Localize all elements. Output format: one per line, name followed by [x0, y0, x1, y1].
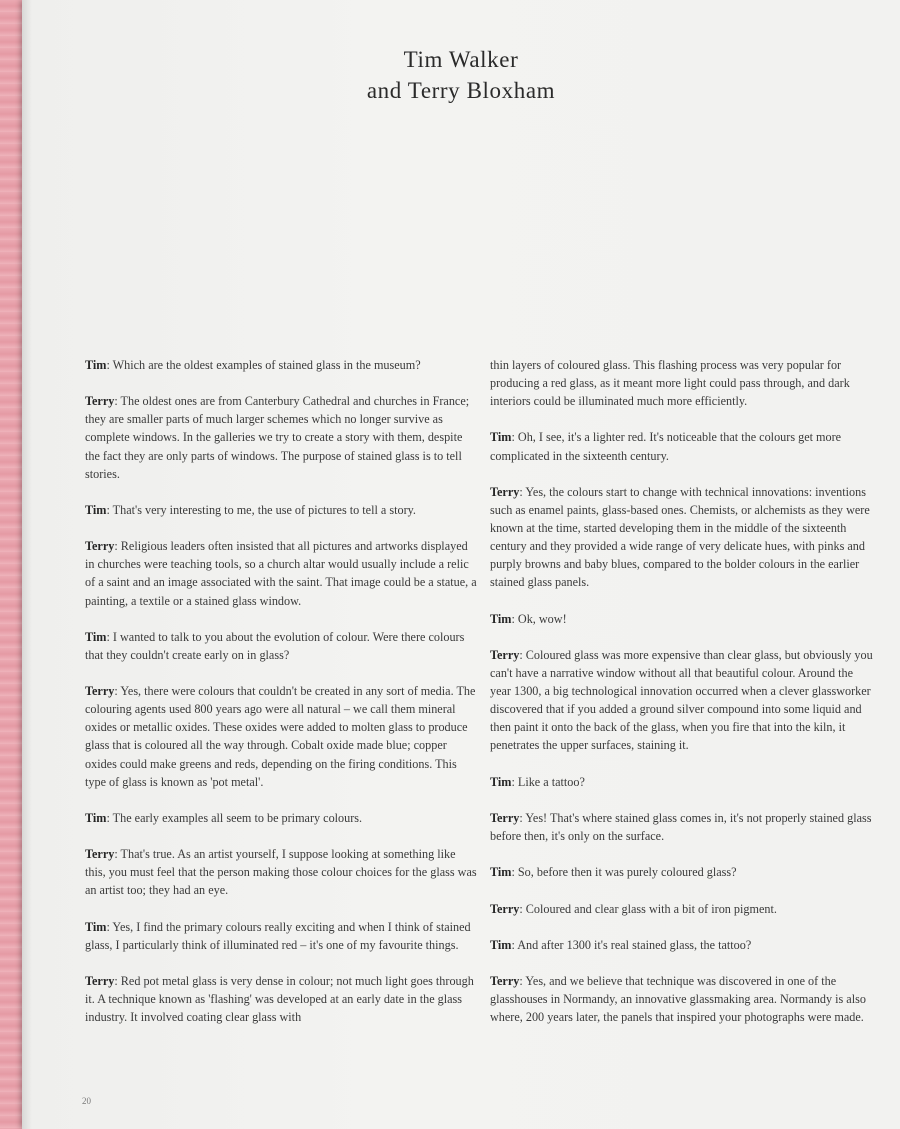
- paragraph: [85, 845, 477, 899]
- speaker-name: Tim: [85, 358, 107, 372]
- speaker-name: Tim: [490, 865, 512, 880]
- paragraph: [85, 392, 477, 482]
- left-column: [85, 356, 477, 1045]
- dialogue-text: : Like a tattoo?: [511, 774, 585, 789]
- dialogue-text: : Yes, and we believe that technique was discovered in one of the glasshouses in Normandy, an innovative glassmaking area. Normandy is also where, 200 years later, the panels that inspired your photographs were made.: [490, 974, 866, 1025]
- paragraph: [85, 972, 477, 1026]
- dialogue-text: : Which are the oldest examples of stained glass in the museum?: [106, 358, 421, 372]
- dialogue-text: : And after 1300 it's real stained glass, the tattoo?: [511, 937, 752, 952]
- speaker-name: Terry: [490, 810, 520, 825]
- paragraph: [490, 428, 876, 464]
- paragraph: [85, 501, 477, 519]
- dialogue-text: : The early examples all seem to be primary colours.: [106, 810, 363, 825]
- paragraph: [85, 809, 477, 827]
- speaker-name: Tim: [85, 919, 107, 934]
- title-line-1: Tim Walker: [403, 47, 519, 72]
- speaker-name: Terry: [490, 974, 520, 989]
- speaker-name: Terry: [490, 647, 520, 662]
- right-column: [490, 356, 876, 1045]
- speaker-name: Terry: [85, 539, 115, 554]
- dialogue-text: : Coloured and clear glass with a bit of iron pigment.: [519, 901, 777, 916]
- speaker-name: Terry: [85, 847, 115, 862]
- paragraph: [85, 682, 477, 791]
- paragraph: [490, 610, 876, 628]
- title-line-2: and Terry Bloxham: [366, 78, 556, 103]
- dialogue-text: : That's very interesting to me, the use of pictures to tell a story.: [106, 502, 416, 517]
- speaker-name: Tim: [490, 611, 512, 626]
- paragraph: [490, 773, 876, 791]
- paragraph: [490, 483, 876, 592]
- paragraph: [490, 863, 876, 881]
- dialogue-text: : Yes, the colours start to change with technical innovations: inventions such as enamel paints, glass-based ones. Chemists, or alchemists as they were known at the time, started developing them in the middle of the sixteenth century and they provided a wide range of very delicate hues, with pinks and purply browns and baby blues, compared to the bolder colours in the earlier stained glass panels.: [490, 484, 870, 590]
- speaker-name: Terry: [490, 901, 520, 916]
- dialogue-text: : That's true. As an artist yourself, I suppose looking at something like this, you must feel that the person making those colour choices for the glass was an artist too; they had an eye.: [85, 847, 477, 898]
- speaker-name: Tim: [490, 937, 512, 952]
- page-number: 20: [82, 1096, 91, 1106]
- dialogue-text: : The oldest ones are from Canterbury Cathedral and churches in France; they are smaller parts of much larger schemes which no longer survive as complete windows. In the galleries we try to create a story with them, despite the fact they are only parts of windows. The purpose of stained glass is to tell stories.: [85, 394, 470, 481]
- paragraph: [490, 936, 876, 954]
- paragraph: [85, 918, 477, 954]
- dialogue-text: : So, before then it was purely coloured glass?: [511, 865, 737, 880]
- dialogue-text: : Yes, there were colours that couldn't be created in any sort of media. The colouring agents used 800 years ago were all natural – we call them mineral oxides or metallic oxides. These oxides were added to molten glass to produce glass that is coloured all the way through. Cobalt oxide made blue; copper oxides could make greens and reds, depending on the firing conditions. This type of glass is known as 'pot metal'.: [85, 684, 476, 789]
- speaker-name: Tim: [85, 629, 107, 644]
- speaker-name: Tim: [490, 774, 512, 789]
- speaker-name: Tim: [490, 430, 512, 445]
- dialogue-text: : Yes, I find the primary colours really exciting and when I think of stained glass, I particularly think of illuminated red – it's one of my favourite things.: [85, 919, 471, 952]
- dialogue-text: : Oh, I see, it's a lighter red. It's noticeable that the colours get more complicated in the sixteenth century.: [490, 430, 842, 463]
- paragraph: [490, 809, 876, 845]
- speaker-name: Terry: [490, 484, 520, 499]
- speaker-name: Terry: [85, 394, 115, 409]
- dialogue-text: : Religious leaders often insisted that all pictures and artworks displayed in churches were teaching tools, so a church altar would usually include a relic of a saint and an image associated with the saint. That image could be a statue, a painting, a textile or a stained glass window.: [85, 539, 477, 608]
- paragraph: [490, 646, 876, 755]
- paragraph: [490, 972, 876, 1026]
- paragraph: [85, 356, 477, 374]
- paragraph: [85, 537, 477, 609]
- speaker-name: Tim: [85, 810, 107, 825]
- paragraph: [490, 900, 876, 918]
- continued-paragraph: thin layers of coloured glass. This flashing process was very popular for producing a red glass, as it meant more light could pass through, and dark interiors could be illuminated much more efficiently.: [490, 358, 850, 409]
- paragraph: [85, 628, 477, 664]
- dialogue-text: : Red pot metal glass is very dense in colour; not much light goes through it. A technique known as 'flashing' was developed at an early date in the glass industry. It involved coating clear glass with: [85, 974, 474, 1025]
- speaker-name: Terry: [85, 684, 115, 699]
- speaker-name: Terry: [85, 974, 115, 989]
- page-title: [22, 44, 900, 106]
- dialogue-text: : Coloured glass was more expensive than clear glass, but obviously you can't have a narrative window without all that beautiful colour. Around the year 1300, a big technological innovation occurred when a clever glassworker discovered that if you added a ground silver compound into some liquid and then paint it onto the back of the glass, when you fire that into the kiln, it penetrates the upper surfaces, staining it.: [490, 647, 873, 753]
- dialogue-text: : Ok, wow!: [511, 611, 567, 626]
- dialogue-text: : I wanted to talk to you about the evolution of colour. Were there colours that they couldn't create early on in glass?: [85, 629, 465, 662]
- dialogue-text: : Yes! That's where stained glass comes in, it's not properly stained glass before then, it's only on the surface.: [490, 810, 872, 843]
- speaker-name: Tim: [85, 502, 107, 517]
